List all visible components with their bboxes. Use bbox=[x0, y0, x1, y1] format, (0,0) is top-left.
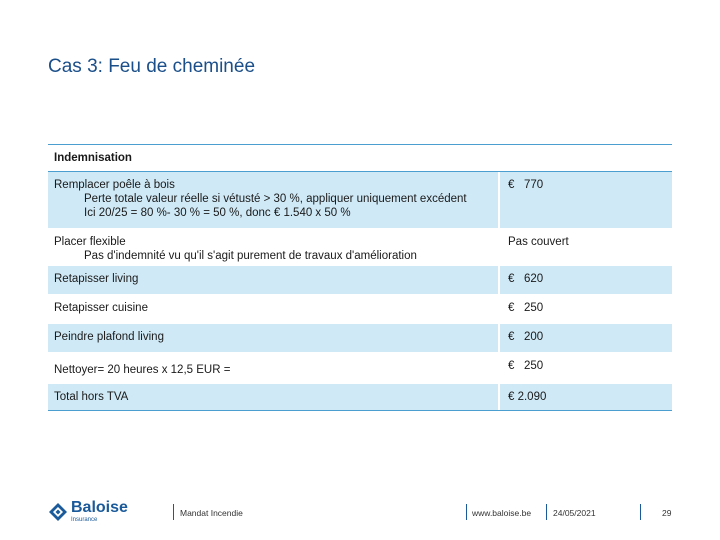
baloise-logo bbox=[48, 500, 128, 523]
baloise-logo-icon bbox=[48, 502, 68, 522]
footer-divider bbox=[546, 504, 547, 520]
currency-symbol: € bbox=[508, 273, 515, 285]
table-row bbox=[48, 172, 672, 229]
footer-divider bbox=[173, 504, 174, 520]
footer-divider bbox=[466, 504, 467, 520]
table-header: Indemnisation bbox=[48, 144, 672, 172]
row-detail: Pas d'indemnité vu qu'il s'agit purement de travaux d'amélioration bbox=[84, 250, 417, 262]
document-name: Mandat Incendie bbox=[180, 508, 243, 518]
amount-value: 770 bbox=[524, 179, 544, 191]
row-label: Peindre plafond living bbox=[54, 331, 164, 343]
row-detail: Ici 20/25 = 80 %- 30 % = 50 %, donc € 1.540 x 50 % bbox=[84, 207, 351, 219]
row-label-cell bbox=[48, 353, 498, 383]
amount-value: 620 bbox=[524, 273, 544, 285]
logo-tagline: Insurance bbox=[71, 517, 98, 523]
page-number: 29 bbox=[662, 508, 672, 518]
currency-symbol: € bbox=[508, 302, 515, 314]
currency-symbol: € bbox=[508, 179, 515, 191]
currency-symbol: € bbox=[508, 331, 515, 343]
row-label: Retapisser living bbox=[54, 273, 139, 285]
total-value: € 2.090 bbox=[498, 384, 672, 410]
table-row bbox=[48, 384, 672, 411]
row-label-cell bbox=[48, 172, 498, 228]
table-row bbox=[48, 295, 672, 324]
footer-divider bbox=[640, 504, 641, 520]
amount-value: 250 bbox=[524, 302, 544, 314]
footer bbox=[0, 496, 720, 526]
table-row bbox=[48, 229, 672, 266]
row-amount-cell bbox=[498, 266, 672, 294]
table-row bbox=[48, 353, 672, 384]
row-label: Nettoyer= 20 heures x 12,5 EUR = bbox=[54, 364, 231, 376]
website-link[interactable]: www.baloise.be bbox=[472, 508, 532, 518]
indemnity-table bbox=[48, 144, 672, 411]
footer-date: 24/05/2021 bbox=[553, 508, 596, 518]
currency-symbol: € bbox=[508, 360, 515, 372]
logo-name: Baloise bbox=[71, 499, 128, 516]
row-detail: Perte totale valeur réelle si vétusté > 30 %, appliquer uniquement excédent bbox=[84, 193, 467, 205]
row-amount-cell bbox=[498, 324, 672, 352]
table-row bbox=[48, 266, 672, 295]
page-title: Cas 3: Feu de cheminée bbox=[48, 56, 256, 77]
row-label-cell bbox=[48, 229, 498, 265]
row-label: Placer flexible bbox=[54, 236, 126, 248]
row-label: Retapisser cuisine bbox=[54, 302, 148, 314]
row-amount-cell bbox=[498, 295, 672, 323]
row-amount-cell bbox=[498, 229, 672, 265]
row-label: Remplacer poêle à bois bbox=[54, 179, 175, 191]
row-amount-cell bbox=[498, 353, 672, 383]
total-label: Total hors TVA bbox=[54, 391, 129, 403]
amount-value: 200 bbox=[524, 331, 544, 343]
table-row bbox=[48, 324, 672, 353]
amount-value: 250 bbox=[524, 360, 544, 372]
coverage-status: Pas couvert bbox=[508, 236, 569, 248]
row-amount-cell bbox=[498, 172, 672, 228]
